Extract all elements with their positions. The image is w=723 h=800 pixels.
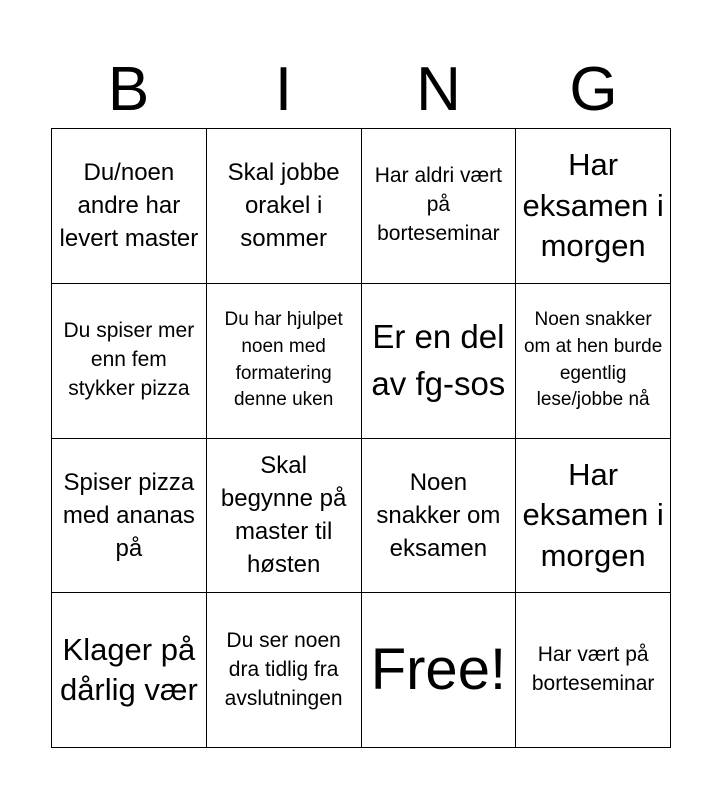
bingo-grid <box>51 128 671 748</box>
bingo-cell[interactable] <box>207 129 362 284</box>
cell-text: Du ser noen dra tidlig fra avslutningen <box>224 628 343 710</box>
bingo-cell[interactable] <box>207 439 362 594</box>
cell-text: Du har hjulpet noen med formatering denne uken <box>224 309 343 411</box>
cell-text: Skal jobbe orakel i sommer <box>227 159 340 253</box>
bingo-header <box>51 52 671 128</box>
cell-text: Har eksamen i morgen <box>522 147 664 264</box>
cell-text: Noen snakker om eksamen <box>376 468 501 562</box>
cell-text: Er en del av fg-sos <box>371 318 506 402</box>
cell-text: Klager på dårlig vær <box>59 631 198 708</box>
bingo-cell[interactable] <box>52 593 207 748</box>
free-cell[interactable] <box>362 593 517 748</box>
cell-text: Noen snakker om at hen burde egentlig lese/jobbe nå <box>523 309 663 411</box>
bingo-cell[interactable] <box>207 593 362 748</box>
bingo-cell[interactable] <box>52 129 207 284</box>
bingo-cell[interactable] <box>52 284 207 439</box>
bingo-cell[interactable] <box>516 284 671 439</box>
cell-text: Har vært på borteseminar <box>531 643 655 696</box>
bingo-cell[interactable] <box>516 129 671 284</box>
header-letter-n: N <box>416 55 461 124</box>
bingo-cell[interactable] <box>52 439 207 594</box>
bingo-cell[interactable] <box>207 284 362 439</box>
cell-text: Du/noen andre har levert master <box>59 159 199 253</box>
header-letter-b: B <box>107 55 150 124</box>
bingo-cell[interactable] <box>362 129 517 284</box>
header-letter-g: G <box>569 55 618 124</box>
cell-text: Spiser pizza med ananas på <box>62 468 195 562</box>
bingo-cell[interactable] <box>362 284 517 439</box>
cell-text: Du spiser mer enn fem stykker pizza <box>63 319 195 401</box>
bingo-cell[interactable] <box>362 439 517 594</box>
cell-text: Skal begynne på master til høsten <box>220 452 347 579</box>
bingo-cell[interactable] <box>516 593 671 748</box>
header-letter-i: I <box>274 55 293 124</box>
free-cell-text: Free! <box>370 637 507 703</box>
bingo-cell[interactable] <box>516 439 671 594</box>
cell-text: Har eksamen i morgen <box>522 456 664 573</box>
cell-text: Har aldri vært på borteseminar <box>374 164 502 246</box>
